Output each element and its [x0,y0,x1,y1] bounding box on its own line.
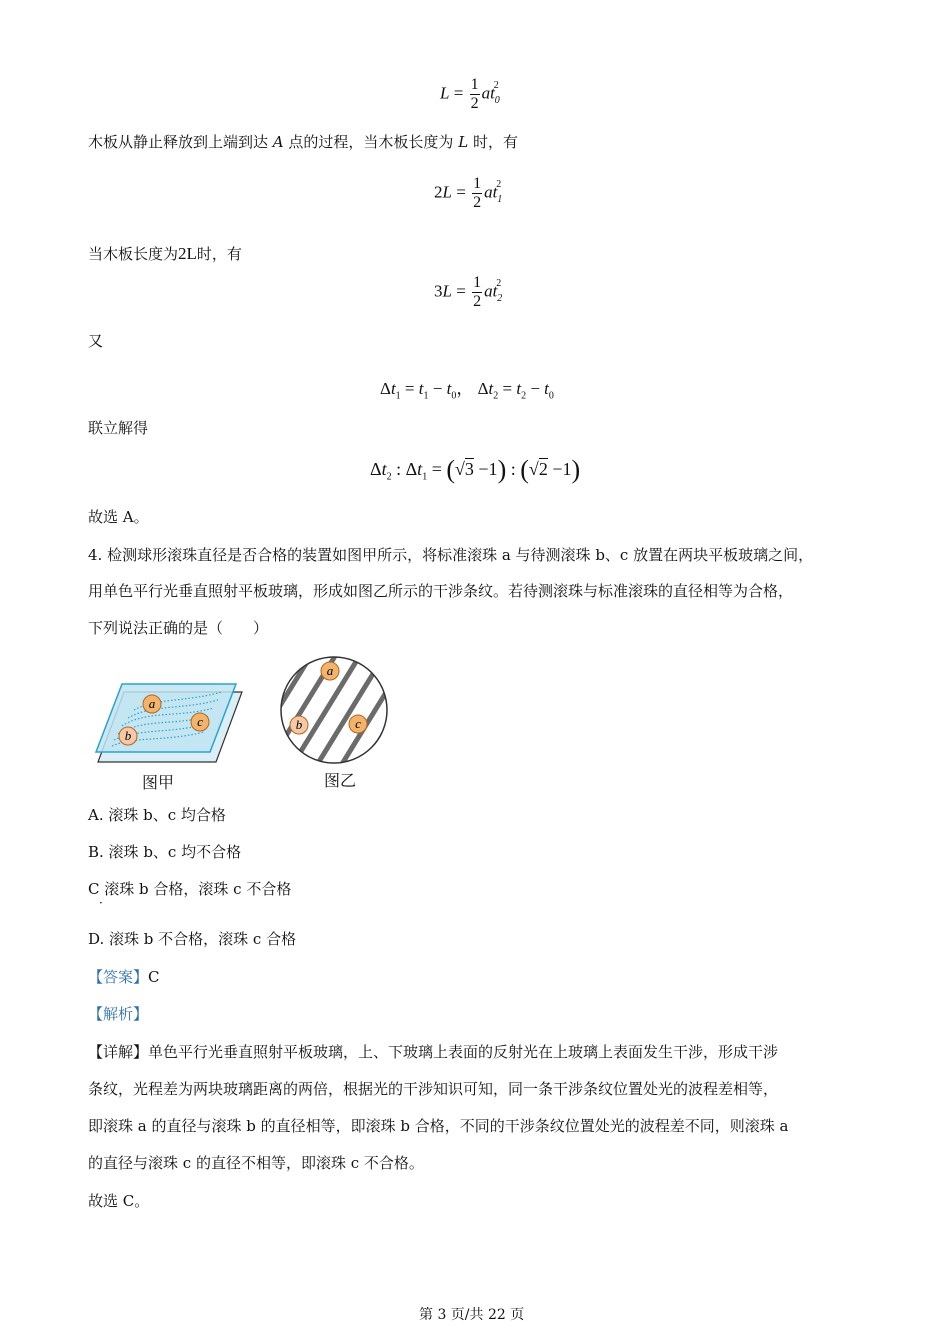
fraction-half [472,274,482,311]
option-c: C 滚珠 b 合格，滚珠 c 不合格 [88,880,292,898]
superscript: 2 [496,277,502,289]
text-span: 时，有 [472,133,518,151]
question-4-line-1: 4. 检测球形滚珠直径是否合格的装置如图甲所示，将标准滚珠 a 与待测滚珠 b、c 放置在两块平板玻璃之间， [88,546,814,564]
superscript: 2 [493,79,499,91]
equals-sign: = [456,281,466,301]
eq-lhs: L [442,182,452,202]
eq-lhs: L [442,281,452,301]
figure-yi [278,654,390,766]
detail-line-1 [88,1041,778,1062]
figure-jia [94,678,246,766]
ball-a-label: a [326,663,334,678]
ball-c-label: c [197,714,203,729]
answer-label: 【答案】 [88,968,149,986]
point-a: A [272,133,284,151]
option-d: D. 滚珠 b 不合格，滚珠 c 合格 [88,930,297,948]
fraction-numerator: 1 [473,274,482,291]
text-span: 点的过程，当木板长度为 [288,133,454,151]
length-2l: 2L [178,244,197,263]
eq-coef: 3 [434,281,443,301]
text-line-4: 联立解得 [88,419,149,437]
figure-jia-caption: 图甲 [142,773,175,792]
text-span: 时，有 [196,245,242,263]
detail-line-3: 即滚珠 a 的直径与滚珠 b 的直径相等，即滚珠 b 合格，不同的干涉条纹位置处光的波程差不同，则滚珠 a [88,1117,789,1135]
ball-b-label: b [295,717,303,732]
equation-5: $\Delta t_2$ : $\Delta t_1 = (√3 -1)$ : (√2 −1) [370,455,581,484]
fraction-numerator: 1 [470,76,479,93]
text-span: 木板从静止释放到上端到达 [88,133,269,151]
answer-line [88,966,160,987]
fraction-half [472,175,482,212]
option-a: A. 滚珠 b、c 均合格 [88,806,226,824]
equation-1 [440,76,499,113]
fraction-numerator: 1 [473,175,482,192]
equation-2 [434,175,501,212]
option-b: B. 滚珠 b、c 均不合格 [88,843,242,861]
subscript: 0 [494,94,500,106]
question-4-line-2: 用单色平行光垂直照射平板玻璃，形成如图乙所示的干涉条纹。若待测滚珠与标准滚珠的直径相等为合格， [88,582,794,600]
equation-4: $\Delta t_1 = t_1 - t_0$， $\Delta t_2 = t_2 - t_0$ [380,379,554,402]
detail-text: 单色平行光垂直照射平板玻璃，上、下玻璃上表面的反射光在上玻璃上表面发生干涉，形成干涉 [148,1043,779,1061]
equals-sign: = [453,83,464,103]
eq-at: at [481,83,495,103]
eq-coef: 2 [434,182,443,202]
equation-3 [434,274,501,311]
fraction-half [470,76,480,113]
page-footer: 第 3 页/共 22 页 [419,1307,525,1323]
superscript: 2 [496,178,502,190]
text-line-1 [88,131,518,152]
ball-a-label: a [148,696,156,711]
detail-label: 【详解】 [88,1043,149,1061]
fraction-denominator: 2 [473,293,482,310]
subscript: 2 [497,292,503,304]
detail-line-2: 条纹，光程差为两块玻璃距离的两倍，根据光的干涉知识可知，同一条干涉条纹位置处光的波程差相等， [88,1080,779,1098]
eq-at: at [484,182,498,202]
detail-line-4: 的直径与滚珠 c 的直径不相等，即滚珠 c 不合格。 [88,1154,424,1172]
answer-value: C [148,968,160,986]
text-line-2 [88,243,242,264]
option-c-dot: · [99,896,103,910]
final-answer: 故选 C。 [88,1192,150,1210]
text-line-3: 又 [88,332,104,350]
equals-sign: = [456,182,466,202]
figure-yi-caption: 图乙 [324,771,357,790]
eq-at: at [484,281,498,301]
subscript: 1 [497,193,503,205]
text-line-5: 故选 A。 [88,508,149,526]
ball-b-label: b [124,728,132,743]
length-l: L [458,133,469,151]
fraction-denominator: 2 [473,194,482,211]
ball-c-label: c [355,716,361,731]
analysis-label: 【解析】 [88,1005,149,1023]
eq-lhs: L [440,83,450,103]
fraction-denominator: 2 [470,95,479,112]
question-4-line-3: 下列说法正确的是（ ） [88,619,269,637]
text-span: 当木板长度为 [88,245,179,263]
